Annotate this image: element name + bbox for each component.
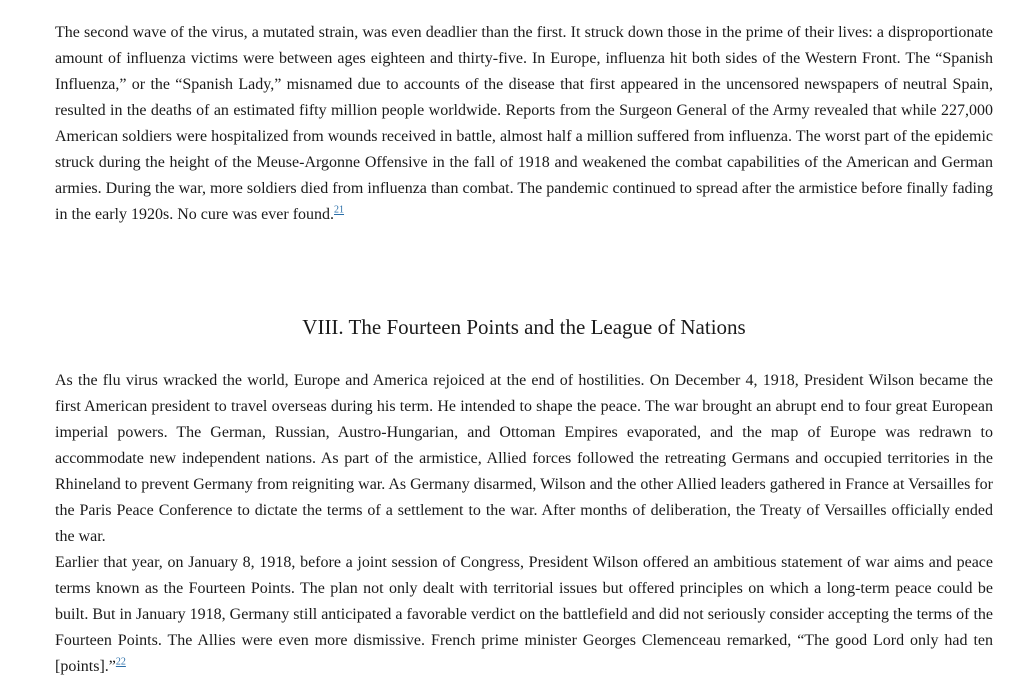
paragraph-fourteen-points-text: Earlier that year, on January 8, 1918, before a joint session of Congress, President Wilson offered an ambitious statement of war aims and peace terms known as the Fourteen Points. The plan not only dealt with territorial issues but offered principles on which a long-term peace could be built. But in January 1918, Germany still anticipated a favorable verdict on the battlefield and did not seriously consider accepting the terms of the Fourteen Points. The Allies were even more dismissive. French prime minister Georges Clemenceau remarked, “The good Lord only had ten [points].” <box>55 554 993 675</box>
paragraph-armistice <box>55 368 993 550</box>
paragraph-fourteen-points <box>55 550 993 680</box>
paragraph-influenza-text: The second wave of the virus, a mutated strain, was even deadlier than the first. It struck down those in the prime of their lives: a disproportionate amount of influenza victims were between ages eighteen and thirty-five. In Europe, influenza hit both sides of the Western Front. The “Spanish Influenza,” or the “Spanish Lady,” misnamed due to accounts of the disease that first appeared in the uncensored newspapers of neutral Spain, resulted in the deaths of an estimated fifty million people worldwide. Reports from the Surgeon General of the Army revealed that while 227,000 American soldiers were hospitalized from wounds received in battle, almost half a million suffered from influenza. The worst part of the epidemic struck during the height of the Meuse-Argonne Offensive in the fall of 1918 and weakened the combat capabilities of the American and German armies. During the war, more soldiers died from influenza than combat. The pandemic continued to spread after the armistice before finally fading in the early 1920s. No cure was ever found. <box>55 24 993 223</box>
footnote-link-21[interactable]: 21 <box>334 204 345 216</box>
paragraph-influenza <box>55 20 993 228</box>
section-heading: VIII. The Fourteen Points and the League of Nations <box>302 315 746 339</box>
paragraph-armistice-text: As the flu virus wracked the world, Europe and America rejoiced at the end of hostilities. On December 4, 1918, President Wilson became the first American president to travel overseas during his term. He intended to shape the peace. The war brought an abrupt end to four great European imperial powers. The German, Russian, Austro-Hungarian, and Ottoman Empires evaporated, and the map of Europe was redrawn to accommodate new independent nations. As part of the armistice, Allied forces followed the retreating Germans and occupied territories in the Rhineland to prevent Germany from reigniting war. As Germany disarmed, Wilson and the other Allied leaders gathered in France at Versailles for the Paris Peace Conference to dictate the terms of a settlement to the war. After months of deliberation, the Treaty of Versailles officially ended the war. <box>55 372 993 545</box>
footnote-link-22[interactable]: 22 <box>115 656 126 668</box>
document-page <box>55 20 993 675</box>
